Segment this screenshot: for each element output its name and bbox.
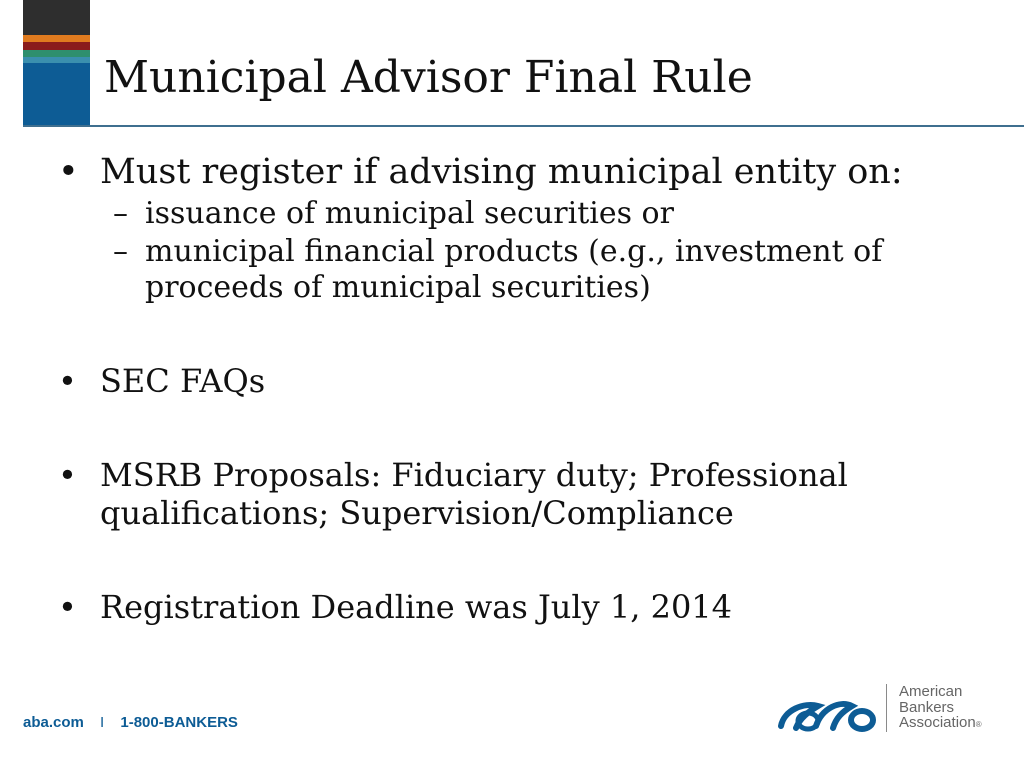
slide-body bbox=[58, 150, 998, 626]
footer-separator: I bbox=[100, 714, 105, 731]
header-color-block bbox=[23, 0, 90, 127]
bullet-symbol: • bbox=[58, 152, 79, 192]
footer-contact bbox=[23, 714, 238, 731]
sub-bullet-item bbox=[58, 234, 998, 306]
stripe-dark bbox=[23, 0, 90, 35]
sub-bullet-symbol: – bbox=[113, 234, 128, 269]
aba-logo-icon bbox=[778, 688, 880, 734]
footer-website[interactable]: aba.com bbox=[23, 714, 84, 731]
sub-bullet-text: municipal financial products (e.g., investment of proceeds of municipal securities) bbox=[145, 234, 883, 305]
logo-divider bbox=[886, 684, 887, 732]
footer-phone: 1-800-BANKERS bbox=[120, 714, 238, 731]
bullet-item bbox=[58, 456, 998, 532]
stripe-red bbox=[23, 42, 90, 50]
slide-title: Municipal Advisor Final Rule bbox=[104, 52, 753, 103]
bullet-symbol: • bbox=[58, 456, 77, 494]
bullet-symbol: • bbox=[58, 362, 77, 400]
sub-bullet-text: issuance of municipal securities or bbox=[145, 196, 674, 231]
sub-bullet-symbol: – bbox=[113, 196, 128, 231]
bullet-item bbox=[58, 150, 998, 194]
bullet-text: Must register if advising municipal entity on: bbox=[100, 152, 903, 192]
stripe-green bbox=[23, 50, 90, 57]
bullet-text: MSRB Proposals: Fiduciary duty; Professional qualifications; Supervision/Compliance bbox=[100, 456, 848, 532]
logo-line-2: Bankers bbox=[899, 698, 955, 716]
stripe-orange bbox=[23, 35, 90, 42]
logo-line-1: American bbox=[899, 683, 963, 700]
sub-bullet-item bbox=[58, 196, 998, 232]
title-divider bbox=[23, 125, 1024, 127]
registered-mark: ® bbox=[975, 720, 982, 729]
bullet-item bbox=[58, 588, 998, 626]
logo-wordmark bbox=[899, 684, 982, 733]
stripe-blue bbox=[23, 63, 90, 127]
logo-line-3: Association bbox=[899, 714, 976, 731]
bullet-text: Registration Deadline was July 1, 2014 bbox=[100, 588, 733, 626]
aba-logo bbox=[778, 684, 993, 734]
bullet-text: SEC FAQs bbox=[100, 362, 266, 400]
bullet-item bbox=[58, 362, 998, 400]
bullet-symbol: • bbox=[58, 588, 77, 626]
